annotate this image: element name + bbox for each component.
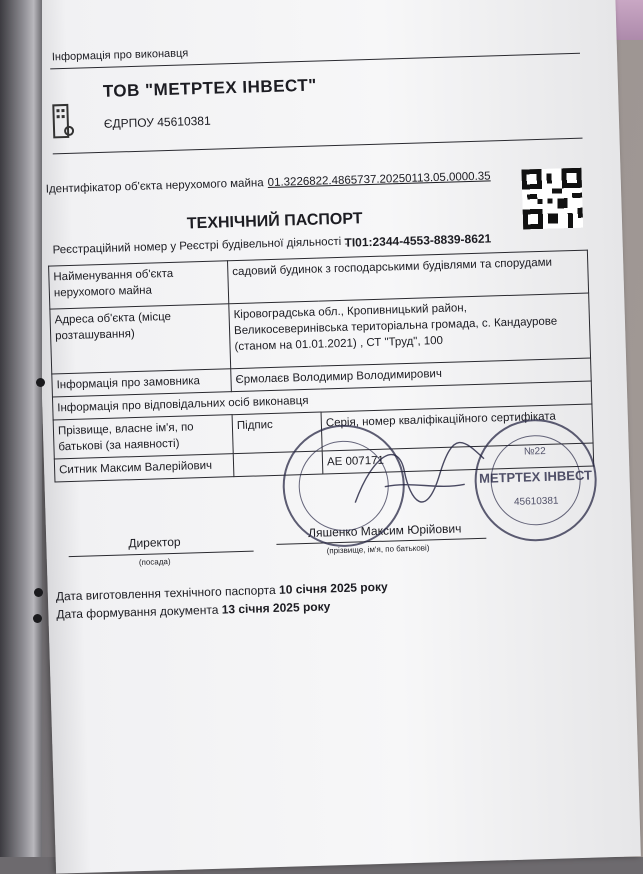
position-title: Директор xyxy=(128,534,181,551)
fullname-label: Прізвище, власне ім'я, по батькові (за наявності) xyxy=(53,415,233,459)
certificate-value: АЕ 007171 xyxy=(322,443,594,474)
registry-value: ТІ01:2344-4553-8839-8621 xyxy=(344,231,492,250)
identifier-value: 01.3226822.4865737.20250113.05.0000.35 xyxy=(267,170,491,190)
stamp-logo: МЕТРТЕХ ІНВЕСТ xyxy=(478,467,593,486)
customer-label: Інформація про замовника xyxy=(52,369,232,397)
made-date xyxy=(56,580,388,604)
person-name: Ситник Максим Валерійович xyxy=(54,454,234,482)
formed-date xyxy=(56,599,330,621)
address-label: Адреса об'єкта (місце розташування) xyxy=(50,304,231,374)
position-caption: (посада) xyxy=(138,557,171,568)
name-caption: (прізвище, ім'я, по батькові) xyxy=(326,543,430,556)
object-name-value: садовий будинок з господарськими будівлями та спорудами xyxy=(228,250,589,304)
document-title: ТЕХНІЧНИЙ ПАСПОРТ xyxy=(186,210,363,233)
made-label: Дата виготовлення технічного паспорта xyxy=(55,582,276,604)
address-value xyxy=(229,293,591,369)
signature-label: Підпис xyxy=(232,412,322,454)
document-page xyxy=(30,0,641,874)
qr-code-icon xyxy=(521,168,583,230)
address-line: (станом на 01.01.2021) , СТ "Труд", 100 xyxy=(234,335,444,354)
section-label: Інформація про виконавця xyxy=(51,47,189,64)
punch-hole xyxy=(33,614,42,623)
identifier-label: Ідентифікатор об'єкта нерухомого майна xyxy=(45,177,264,196)
company-name: ТОВ "МЕТРТЕХ ІНВЕСТ" xyxy=(102,75,318,101)
stamp-code: 45610381 xyxy=(513,495,559,508)
address-line: Великосеверинівська територіальна громада, с. Кандаурове xyxy=(233,315,558,338)
responsible-label: Інформація про відповідальних осіб виконавця xyxy=(52,381,591,420)
divider xyxy=(53,138,583,155)
building-icon xyxy=(51,103,74,140)
binder-spine xyxy=(0,0,42,857)
punch-hole xyxy=(34,588,43,597)
punch-hole xyxy=(36,378,45,387)
formed-label: Дата формування документа xyxy=(56,602,219,622)
signature-scribble xyxy=(343,428,496,532)
stamp-number: №22 xyxy=(523,445,546,458)
made-value: 10 січня 2025 року xyxy=(278,579,388,597)
certificate-label: Серія, номер кваліфікаційного сертифіката xyxy=(321,404,593,451)
address-line: Кіровоградська обл., Кропивницький район, xyxy=(233,302,468,322)
signature-line xyxy=(69,551,254,557)
object-name-label: Найменування об'єкта нерухомого майна xyxy=(49,261,229,309)
registry-label: Реєстраційний номер у Реєстрі будівельної діяльності : xyxy=(52,235,348,257)
edrpou: ЄДРПОУ 45610381 xyxy=(103,113,211,131)
customer-value: Єрмолаєв Володимир Володимирович xyxy=(231,358,592,392)
director-name: Ляшенко Максим Юрійович xyxy=(307,521,462,540)
formed-value: 13 січня 2025 року xyxy=(221,599,331,617)
